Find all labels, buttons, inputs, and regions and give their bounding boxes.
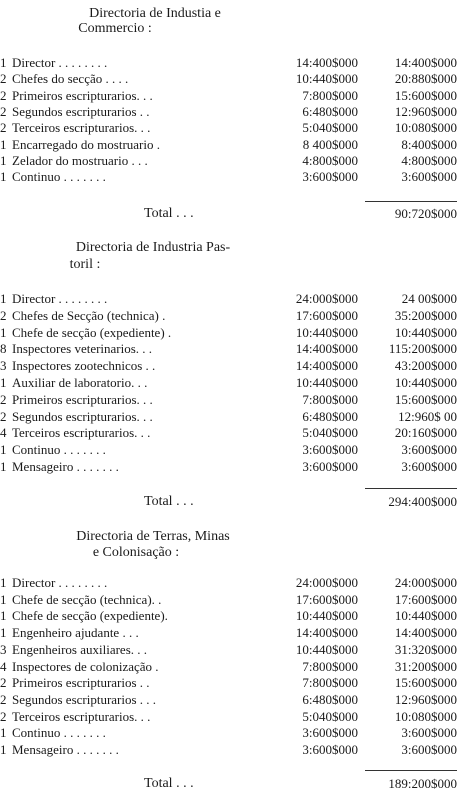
- row-unit-salary: 10:440$000: [295, 608, 358, 623]
- row-description: Auxiliar de laboratorio. . .: [12, 376, 148, 390]
- row-quantity: 2: [0, 675, 7, 690]
- row-total-salary: 43:200$000: [394, 358, 457, 373]
- total-label: Total . . .: [144, 494, 194, 509]
- row-total-salary: 10:440$000: [394, 325, 457, 340]
- total-label: Total . . .: [144, 776, 194, 791]
- row-unit-salary: 24:000$000: [295, 575, 358, 590]
- row-description: Director . . . . . . . .: [12, 292, 108, 306]
- row-total-salary: 3:600$000: [401, 742, 457, 757]
- row-total-salary: 20:160$000: [394, 425, 457, 440]
- table-row: [0, 326, 466, 340]
- total-label: Total . . .: [144, 206, 194, 221]
- total-value: 294:400$000: [388, 494, 457, 509]
- row-total-salary: 10:440$000: [394, 375, 457, 390]
- row-description: Chefes de Secção (technica) .: [12, 309, 166, 323]
- row-total-salary: 115:200$000: [388, 341, 457, 356]
- row-total-salary: 31:320$000: [394, 642, 457, 657]
- table-row: [0, 626, 466, 640]
- row-quantity: 2: [0, 308, 7, 323]
- table-row: [0, 376, 466, 390]
- row-unit-salary: 14:400$000: [295, 625, 358, 640]
- table-row: [0, 342, 466, 356]
- row-description: Zelador do mostruario . . .: [12, 154, 148, 168]
- row-total-salary: 3:600$000: [401, 459, 457, 474]
- row-total-salary: 14:400$000: [394, 55, 457, 70]
- row-unit-salary: 5:040$000: [302, 120, 358, 135]
- table-row: [0, 643, 466, 657]
- row-description: Inspectores veterinarios. . .: [12, 342, 153, 356]
- row-quantity: 8: [0, 341, 7, 356]
- row-quantity: 2: [0, 71, 7, 86]
- row-quantity: 1: [0, 608, 7, 623]
- row-description: Engenheiros auxiliares. . .: [12, 643, 148, 657]
- row-description: Mensageiro . . . . . . .: [12, 460, 119, 474]
- row-unit-salary: 14:400$000: [295, 341, 358, 356]
- row-unit-salary: 6:480$000: [302, 409, 358, 424]
- row-description: Terceiros escripturarios. . .: [12, 710, 151, 724]
- row-description: Chefe de secção (technica). .: [12, 593, 162, 607]
- row-unit-salary: 5:040$000: [302, 425, 358, 440]
- table-row: [0, 576, 466, 590]
- row-quantity: 3: [0, 358, 7, 373]
- row-unit-salary: 6:480$000: [302, 692, 358, 707]
- total-rule: [365, 201, 457, 202]
- section-heading-line-1: Directoria de Terras, Minas: [76, 529, 230, 544]
- table-row: [0, 170, 466, 184]
- row-unit-salary: 3:600$000: [302, 725, 358, 740]
- row-quantity: 2: [0, 392, 7, 407]
- table-row: [0, 609, 466, 623]
- table-row: [0, 593, 466, 607]
- row-unit-salary: 3:600$000: [302, 459, 358, 474]
- section-heading-line-1: Directoria de Industria Pas-: [75, 240, 231, 255]
- section-heading-line-2: toril :: [69, 257, 101, 272]
- row-quantity: 1: [0, 575, 7, 590]
- table-row: [0, 154, 466, 168]
- row-quantity: 1: [0, 725, 7, 740]
- row-quantity: 2: [0, 120, 7, 135]
- row-quantity: 4: [0, 425, 7, 440]
- row-unit-salary: 24:000$000: [295, 291, 358, 306]
- row-total-salary: 15:600$000: [394, 675, 457, 690]
- row-description: Director . . . . . . . .: [12, 56, 108, 70]
- table-row: [0, 138, 466, 152]
- row-unit-salary: 10:440$000: [295, 642, 358, 657]
- row-total-salary: 3:600$000: [401, 442, 457, 457]
- row-quantity: 1: [0, 153, 7, 168]
- row-unit-salary: 17:600$000: [295, 592, 358, 607]
- row-total-salary: 12:960$ 00: [398, 409, 457, 424]
- row-quantity: 2: [0, 692, 7, 707]
- row-unit-salary: 17:600$000: [295, 308, 358, 323]
- row-total-salary: 17:600$000: [394, 592, 457, 607]
- row-description: Primeiros escripturarios. . .: [12, 89, 153, 103]
- row-unit-salary: 14:400$000: [295, 55, 358, 70]
- row-quantity: 1: [0, 375, 7, 390]
- row-unit-salary: 7:800$000: [302, 659, 358, 674]
- row-unit-salary: 7:800$000: [302, 392, 358, 407]
- table-row: [0, 72, 466, 86]
- row-total-salary: 4:800$000: [401, 153, 457, 168]
- table-row: [0, 426, 466, 440]
- row-quantity: 3: [0, 642, 7, 657]
- table-row: [0, 56, 466, 70]
- row-unit-salary: 14:400$000: [295, 358, 358, 373]
- table-row: [0, 309, 466, 323]
- row-unit-salary: 8 400$000: [302, 137, 358, 152]
- row-total-salary: 10:080$000: [394, 120, 457, 135]
- row-quantity: 1: [0, 442, 7, 457]
- row-total-salary: 20:880$000: [394, 71, 457, 86]
- table-row: [0, 710, 466, 724]
- row-unit-salary: 10:440$000: [295, 375, 358, 390]
- section-heading-line-2: e Colonisação :: [92, 545, 180, 560]
- row-total-salary: 24:000$000: [394, 575, 457, 590]
- table-row: [0, 292, 466, 306]
- row-description: Terceiros escripturarios. . .: [12, 121, 151, 135]
- row-total-salary: 3:600$000: [401, 725, 457, 740]
- row-description: Inspectores zootechnicos . .: [12, 359, 156, 373]
- row-quantity: 1: [0, 137, 7, 152]
- table-row: [0, 105, 466, 119]
- row-description: Segundos escripturarios. . .: [12, 410, 153, 424]
- table-row: [0, 359, 466, 373]
- table-row: [0, 393, 466, 407]
- row-quantity: 1: [0, 625, 7, 640]
- row-total-salary: 3:600$000: [401, 169, 457, 184]
- row-quantity: 1: [0, 55, 7, 70]
- row-description: Chefe de secção (expediente) .: [12, 326, 172, 340]
- row-unit-salary: 3:600$000: [302, 169, 358, 184]
- row-unit-salary: 3:600$000: [302, 742, 358, 757]
- row-total-salary: 10:080$000: [394, 709, 457, 724]
- row-quantity: 1: [0, 325, 7, 340]
- table-row: [0, 410, 466, 424]
- row-description: Primeiros escripturarios . .: [12, 676, 150, 690]
- row-description: Encarregado do mostruario .: [12, 138, 161, 152]
- table-row: [0, 460, 466, 474]
- row-unit-salary: 6:480$000: [302, 104, 358, 119]
- row-total-salary: 15:600$000: [394, 88, 457, 103]
- row-description: Director . . . . . . . .: [12, 576, 108, 590]
- table-row: [0, 676, 466, 690]
- row-description: Primeiros escripturarios. . .: [12, 393, 153, 407]
- row-description: Continuo . . . . . . .: [12, 726, 106, 740]
- row-unit-salary: 10:440$000: [295, 325, 358, 340]
- row-total-salary: 10:440$000: [394, 608, 457, 623]
- table-row: [0, 121, 466, 135]
- section-heading-line-2: Commercio :: [78, 21, 152, 36]
- table-row: [0, 89, 466, 103]
- row-description: Continuo . . . . . . .: [12, 170, 106, 184]
- row-description: Chefes do secção . . . .: [12, 72, 129, 86]
- total-value: 90:720$000: [394, 206, 457, 221]
- row-description: Segundos escripturarios . .: [12, 105, 150, 119]
- row-total-salary: 24 00$000: [401, 291, 457, 306]
- table-row: [0, 693, 466, 707]
- row-total-salary: 12:960$000: [394, 104, 457, 119]
- row-unit-salary: 4:800$000: [302, 153, 358, 168]
- row-unit-salary: 7:800$000: [302, 88, 358, 103]
- row-description: Continuo . . . . . . .: [12, 443, 106, 457]
- row-quantity: 2: [0, 409, 7, 424]
- row-description: Segundos escripturarios . . .: [12, 693, 157, 707]
- row-total-salary: 31:200$000: [394, 659, 457, 674]
- table-row: [0, 443, 466, 457]
- row-unit-salary: 10:440$000: [295, 71, 358, 86]
- row-quantity: 1: [0, 459, 7, 474]
- table-row: [0, 660, 466, 674]
- row-total-salary: 14:400$000: [394, 625, 457, 640]
- row-quantity: 4: [0, 659, 7, 674]
- row-quantity: 1: [0, 742, 7, 757]
- row-quantity: 2: [0, 104, 7, 119]
- row-quantity: 2: [0, 88, 7, 103]
- table-row: [0, 726, 466, 740]
- row-total-salary: 8:400$000: [401, 137, 457, 152]
- total-value: 189:200$000: [388, 776, 457, 791]
- table-row: [0, 743, 466, 757]
- row-total-salary: 12:960$000: [394, 692, 457, 707]
- row-description: Terceiros escripturarios. . .: [12, 426, 151, 440]
- row-description: Engenheiro ajudante . . .: [12, 626, 139, 640]
- row-quantity: 1: [0, 291, 7, 306]
- row-unit-salary: 3:600$000: [302, 442, 358, 457]
- total-rule: [365, 488, 457, 489]
- row-total-salary: 35:200$000: [394, 308, 457, 323]
- row-quantity: 2: [0, 709, 7, 724]
- row-quantity: 1: [0, 169, 7, 184]
- row-unit-salary: 5:040$000: [302, 709, 358, 724]
- row-quantity: 1: [0, 592, 7, 607]
- section-heading-line-1: Directoria de Industia e: [89, 6, 221, 21]
- row-description: Inspectores de colonização .: [12, 660, 159, 674]
- row-description: Mensageiro . . . . . . .: [12, 743, 119, 757]
- total-rule: [365, 770, 457, 771]
- row-description: Chefe de secção (expediente).: [12, 609, 168, 623]
- row-total-salary: 15:600$000: [394, 392, 457, 407]
- row-unit-salary: 7:800$000: [302, 675, 358, 690]
